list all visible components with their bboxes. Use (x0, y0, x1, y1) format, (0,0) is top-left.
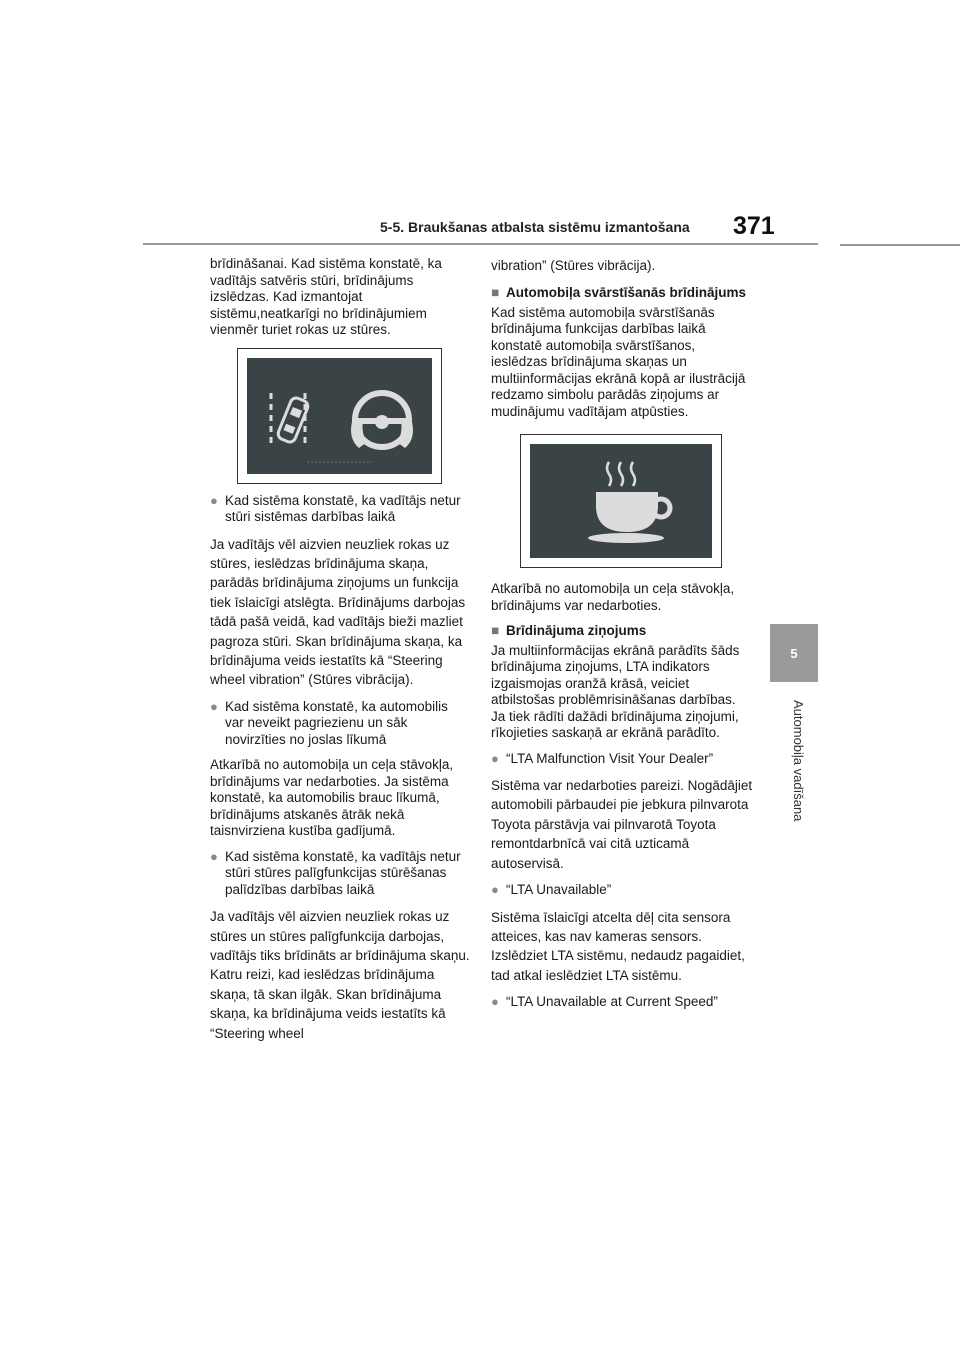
heading-square-icon: ■ (491, 285, 500, 300)
bullet-dot-icon: ● (210, 848, 218, 864)
left-column (210, 256, 470, 1052)
bullet-dot-icon: ● (491, 882, 499, 898)
chapter-title: Automobiļa vadīšana (791, 700, 806, 822)
paragraph: Atkarībā no automobiļa un ceļa stāvokļa, brīdinājums var nedarboties. Ja sistēma konstatē, ka automobilis brauc līkumā, brīdinājums atskanēs ātrāk nekā taisnvirziena kustība gadījumā. (210, 757, 454, 839)
chapter-tab: 5 (770, 624, 818, 682)
figure-sway-warning (520, 434, 722, 568)
paragraph: Kad sistēma automobiļa svārstīšanās brīdinājuma funkcijas darbības laikā konstatē automobiļa svārstīšanos, ieslēdzas brīdinājuma skaņas un multiinformācijas ekrānā kopā ar ilustrācijā redzamo simbolu parādās ziņojums ar mudinājumu vadītājam atpūsties. (491, 304, 746, 419)
paragraph: Ja vadītājs vēl aizvien neuzliek rokas uz stūres un stūres palīgfunkcija darbojas, vadītājs tiks brīdināts ar brīdinājuma skaņu. Katru reizi, kad ieslēdzas brīdinājuma skaņa, tā skan ilgāk. Skan brīdinājuma skaņa, ka brīdinājuma veids iestatīts kā “Steering wheel (210, 909, 470, 1041)
bullet-item: ● Kad sistēma konstatē, ka vadītājs netur stūri stūres palīgfunkcijas stūrēšanas palīdzības darbības laikā (210, 848, 461, 897)
lane-departure-car-icon (271, 393, 310, 446)
paragraph: Sistēma īslaicīgi atcelta dēļ cita sensora atteices, kas nav kameras sensors. Izslēdziet LTA sistēmu, nedaudz pagaidiet, tad atkal ieslēdziet LTA sistēmu. (491, 909, 745, 983)
section-heading: ■ Brīdinājuma ziņojums (491, 623, 647, 638)
right-column (491, 256, 753, 1020)
bullet-dot-icon: ● (210, 492, 218, 508)
bullet-item: ● “LTA Unavailable” (491, 882, 612, 898)
paragraph: vibration” (Stūres vibrācija). (491, 258, 656, 273)
heading-square-icon: ■ (491, 623, 500, 638)
bullet-dot-icon: ● (210, 698, 218, 714)
paragraph: brīdināšanai. Kad sistēma konstatē, ka vadītājs satvēris stūri, brīdinājums izslēdzas. Kad izmantojat sistēmu,neatkarīgi no brīdinājumiem vienmēr turiet rokas uz stūres. (210, 256, 442, 337)
bullet-dot-icon: ● (491, 750, 499, 766)
paragraph: Sistēma var nedarboties pareizi. Nogādājiet automobili pārbaudei pie jebkura pilnvarota Toyota pārstāvja vai pilnvarotā Toyota remontdarbnīcā vai citā uzticamā autoservisā. (491, 778, 753, 871)
paragraph: Ja multiinformācijas ekrānā parādīts šāds brīdinājuma ziņojums, LTA indikators izgaismojas oranžā krāsā, veiciet atbilstošas problēmrisināšanas darbības. Ja tiek rādīti dažādi brīdinājuma ziņojumi, rīkojieties saskaņā ar ekrānā parādīto. (491, 642, 740, 740)
bullet-item: ● Kad sistēma konstatē, ka automobilis var neveikt pagriezienu un sāk novirzīties no joslas līkumā (210, 698, 448, 747)
bullet-item: ● “LTA Malfunction Visit Your Dealer” (491, 750, 714, 766)
section-title: 5-5. Braukšanas atbalsta sistēmu izmantošana (380, 219, 690, 235)
display-screen (247, 358, 432, 474)
bullet-item: ● “LTA Unavailable at Current Speed” (491, 994, 718, 1010)
figure-hands-off-warning (237, 348, 442, 484)
paragraph: Ja vadītājs vēl aizvien neuzliek rokas uz stūres, ieslēdzas brīdinājuma skaņa, parādās brīdinājuma ziņojums un funkcija tiek īslaicīgi atslēgta. Brīdinājums darbojas tādā pašā veidā, kad vadītājs bieži mazliet pagroza stūri. Skan brīdinājuma skaņa, ka brīdinājuma veids iestatīts kā “Steering wheel vibration” (Stūres vibrācija). (210, 536, 466, 688)
display-screen (530, 444, 712, 558)
bullet-dot-icon: ● (491, 994, 499, 1010)
paragraph: Atkarībā no automobiļa un ceļa stāvokļa, brīdinājums var nedarboties. (491, 581, 735, 613)
header-rule (143, 243, 818, 245)
header-rule-right (840, 244, 960, 246)
section-heading: ■ Automobiļa svārstīšanās brīdinājums (491, 285, 747, 300)
bullet-item: ● Kad sistēma konstatē, ka vadītājs netur stūri sistēmas darbības laikā (210, 492, 461, 524)
hands-on-wheel-icon (351, 393, 413, 448)
coffee-cup-icon (530, 444, 714, 558)
page-number: 371 (733, 212, 775, 240)
